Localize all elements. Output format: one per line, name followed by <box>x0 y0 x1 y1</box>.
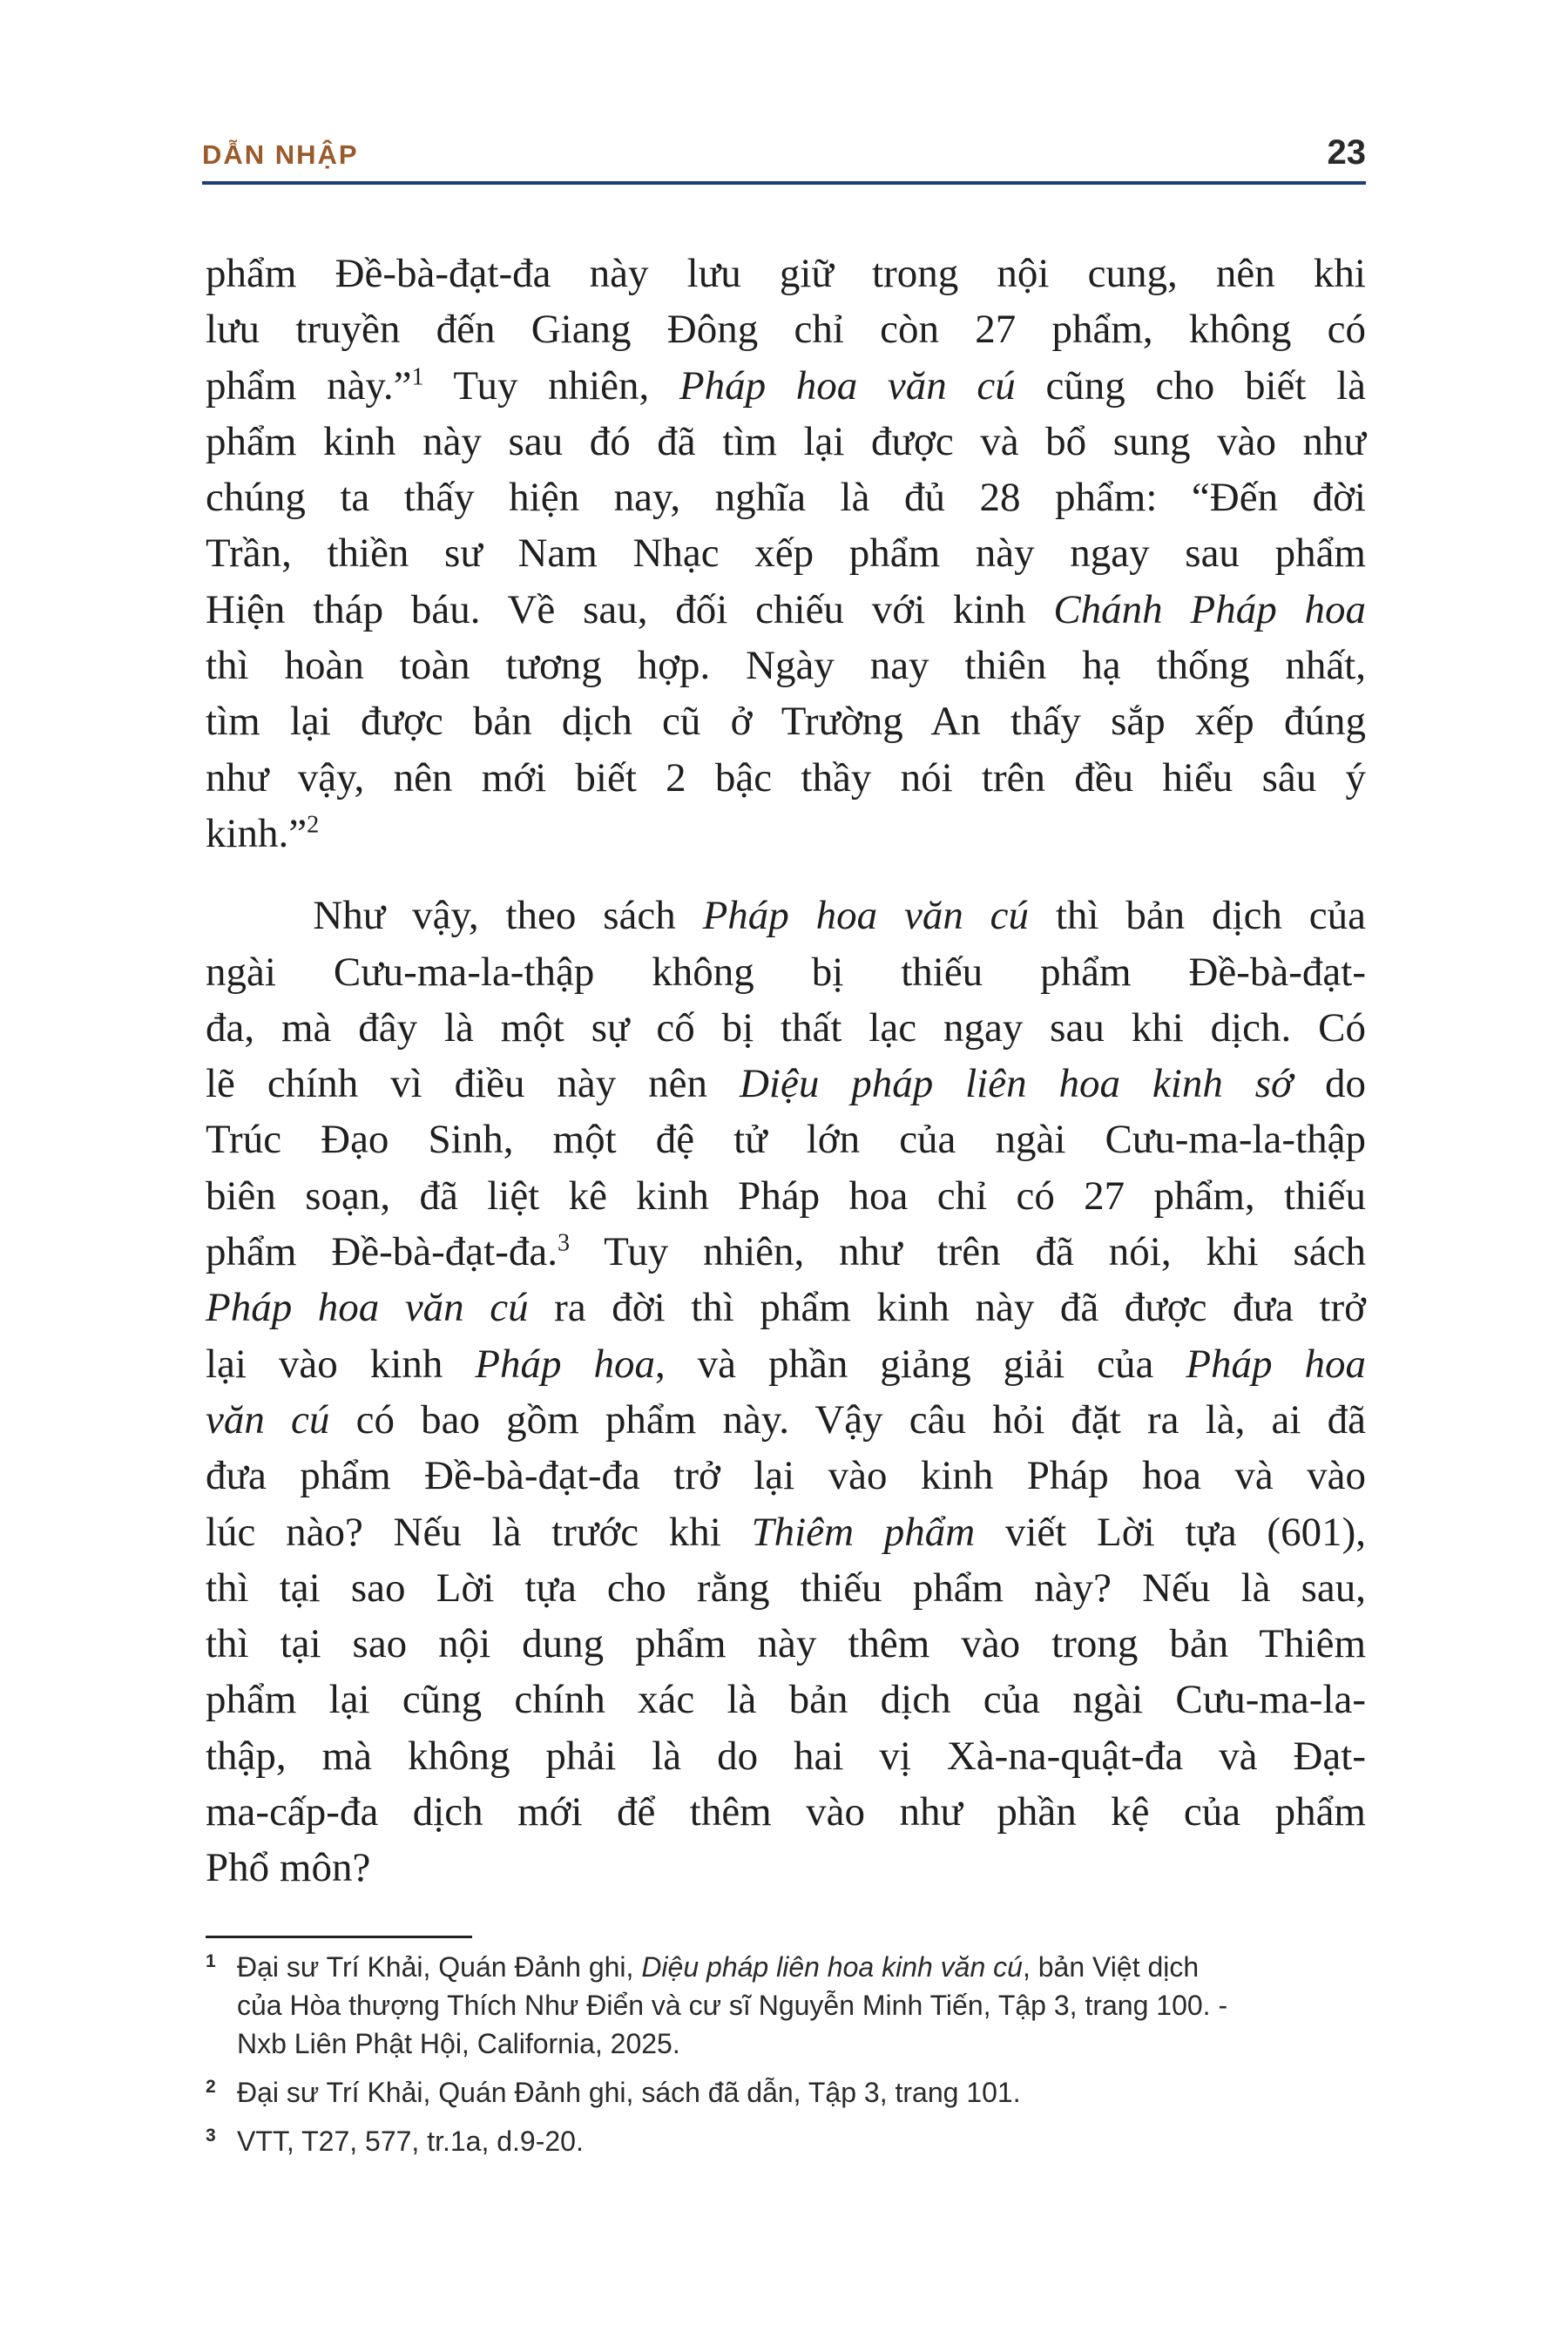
paragraph <box>206 888 1366 1896</box>
text-line <box>206 1784 1366 1840</box>
text-run: có bao gồm phẩm này. Vậy câu hỏi đặt ra là, ai đã <box>329 1396 1366 1443</box>
text-run: đưa phẩm Đề-bà-đạt-đa trở lại vào kinh Pháp hoa và vào <box>206 1453 1366 1499</box>
body-text <box>206 246 1366 1896</box>
text-line <box>206 1616 1366 1672</box>
text-run: như vậy, nên mới biết 2 bậc thầy nói trên đều hiểu sâu ý <box>206 754 1366 801</box>
text-line <box>206 1448 1366 1504</box>
text-line <box>206 888 1366 943</box>
italic-title: Pháp hoa văn cú <box>702 893 1030 939</box>
text-line <box>206 806 1366 862</box>
paragraph <box>206 246 1366 862</box>
text-line <box>206 1280 1366 1335</box>
footnote-divider <box>206 1936 472 1938</box>
italic-title: Pháp hoa văn cú <box>206 1285 529 1331</box>
text-run: phẩm này.” <box>206 362 412 409</box>
page-number: 23 <box>1327 133 1366 172</box>
text-run: tìm lại được bản dịch cũ ở Trường An thấy sắp xếp đúng <box>206 699 1366 745</box>
text-run: ma-cấp-đa dịch mới để thêm vào như phần kệ của phẩm <box>206 1789 1366 1835</box>
text-run: Tuy nhiên, như trên đã nói, khi sách <box>570 1229 1366 1275</box>
text-run: Như vậy, theo sách <box>206 893 703 939</box>
text-run: thì hoàn toàn tương hợp. Ngày nay thiên hạ thống nhất, <box>206 643 1366 689</box>
text-run: biên soạn, đã liệt kê kinh Pháp hoa chỉ có 27 phẩm, thiếu <box>206 1173 1366 1219</box>
text-line <box>206 1336 1366 1392</box>
text-run: Hiện tháp báu. Về sau, đối chiếu với kinh <box>206 586 1054 632</box>
text-run: cũng cho biết là <box>1015 362 1366 409</box>
footnote <box>206 1948 1366 2063</box>
text-line <box>206 582 1366 638</box>
italic-title: Diệu pháp liên hoa kinh sớ <box>739 1061 1294 1107</box>
text-run: , và phần giảng giải của <box>654 1341 1186 1387</box>
text-run: VTT, T27, 577, tr.1a, d.9-20. <box>237 2126 584 2157</box>
text-line <box>206 358 1366 414</box>
text-line <box>206 525 1366 581</box>
text-run: ra đời thì phẩm kinh này đã được đưa trở <box>528 1285 1366 1331</box>
footnote-line <box>237 2122 1366 2160</box>
text-run: thì tại sao nội dung phẩm này thêm vào trong bản Thiêm <box>206 1621 1366 1667</box>
running-header <box>202 122 1366 185</box>
footnote-ref: 1 <box>411 362 424 390</box>
text-run: lúc nào? Nếu là trước khi <box>206 1509 752 1555</box>
text-run: Trúc Đạo Sinh, một đệ tử lớn của ngài Cưu-ma-la-thập <box>206 1117 1366 1163</box>
footnote-number: 1 <box>206 1951 216 1971</box>
text-run: chúng ta thấy hiện nay, nghĩa là đủ 28 phẩm: “Đến đời <box>206 475 1366 521</box>
text-run: viết Lời tựa (601), <box>975 1509 1366 1555</box>
text-line <box>206 1560 1366 1616</box>
text-line <box>206 1504 1366 1560</box>
italic-title: Diệu pháp liên hoa kinh văn cú <box>641 1951 1023 1983</box>
text-line <box>206 693 1366 749</box>
text-line <box>206 301 1366 357</box>
text-line <box>206 246 1366 301</box>
italic-title: văn cú <box>206 1396 330 1443</box>
text-run: lưu truyền đến Giang Đông chỉ còn 27 phẩm, không có <box>206 307 1366 353</box>
text-line <box>206 1224 1366 1280</box>
text-line <box>206 750 1366 806</box>
text-run: kinh.” <box>206 810 308 856</box>
text-line <box>206 1672 1366 1727</box>
text-run: thì tại sao Lời tựa cho rằng thiếu phẩm này? Nếu là sau, <box>206 1565 1366 1611</box>
italic-title: Pháp hoa văn cú <box>679 362 1016 409</box>
text-line <box>206 1000 1366 1056</box>
text-line <box>206 944 1366 1000</box>
text-run: Đại sư Trí Khải, Quán Đảnh ghi, <box>237 1951 642 1983</box>
text-run: ngài Cưu-ma-la-thập không bị thiếu phẩm Đề-bà-đạt- <box>206 949 1366 995</box>
text-line <box>206 638 1366 693</box>
text-run: Nxb Liên Phật Hội, California, 2025. <box>237 2028 680 2059</box>
italic-title: Pháp hoa <box>1186 1341 1366 1387</box>
footnote-line <box>237 2073 1366 2112</box>
footnote-line <box>237 1986 1366 2024</box>
text-run: phẩm Đề-bà-đạt-đa này lưu giữ trong nội cung, nên khi <box>206 251 1366 296</box>
text-run: lại vào kinh <box>206 1341 476 1387</box>
text-run: do <box>1293 1061 1366 1107</box>
text-run: Phổ môn? <box>206 1845 371 1891</box>
text-run: đa, mà đây là một sự cố bị thất lạc ngay sau khi dịch. Có <box>206 1004 1366 1051</box>
text-run: thập, mà không phải là do hai vị Xà-na-quật-đa và Đạt- <box>206 1733 1366 1779</box>
footnotes <box>206 1948 1366 2171</box>
text-run: Tuy nhiên, <box>423 362 679 409</box>
text-run: Đại sư Trí Khải, Quán Đảnh ghi, sách đã dẫn, Tập 3, trang 101. <box>237 2077 1021 2108</box>
text-line <box>206 1112 1366 1167</box>
text-line <box>206 1728 1366 1784</box>
text-line <box>206 1168 1366 1224</box>
text-line <box>206 1840 1366 1896</box>
footnote-number: 2 <box>206 2077 216 2097</box>
text-run: phẩm Đề-bà-đạt-đa. <box>206 1229 558 1275</box>
footnote-ref: 2 <box>307 811 320 839</box>
italic-title: Thiêm phẩm <box>751 1509 976 1555</box>
italic-title: Chánh Pháp hoa <box>1053 586 1366 632</box>
footnote <box>206 2073 1366 2112</box>
text-run: phẩm lại cũng chính xác là bản dịch của ngài Cưu-ma-la- <box>206 1677 1366 1723</box>
text-run: lẽ chính vì điều này nên <box>206 1061 740 1107</box>
text-line <box>206 1392 1366 1448</box>
text-run: phẩm kinh này sau đó đã tìm lại được và bổ sung vào như <box>206 418 1366 464</box>
footnote <box>206 2122 1366 2160</box>
footnote-number: 3 <box>206 2126 216 2146</box>
text-line <box>206 470 1366 525</box>
italic-title: Pháp hoa <box>475 1341 655 1387</box>
text-run: Trần, thiền sư Nam Nhạc xếp phẩm này ngay sau phẩm <box>206 531 1366 577</box>
text-run: của Hòa thượng Thích Như Điển và cư sĩ Nguyễn Minh Tiến, Tập 3, trang 100. - <box>237 1990 1228 2021</box>
section-title: DẪN NHẬP <box>202 139 359 170</box>
footnote-ref: 3 <box>557 1229 571 1257</box>
footnote-line <box>237 2024 1366 2063</box>
text-line <box>206 1056 1366 1112</box>
footnote-line <box>237 1948 1366 1986</box>
text-line <box>206 414 1366 470</box>
text-run: thì bản dịch của <box>1029 893 1366 939</box>
text-run: , bản Việt dịch <box>1022 1951 1200 1983</box>
